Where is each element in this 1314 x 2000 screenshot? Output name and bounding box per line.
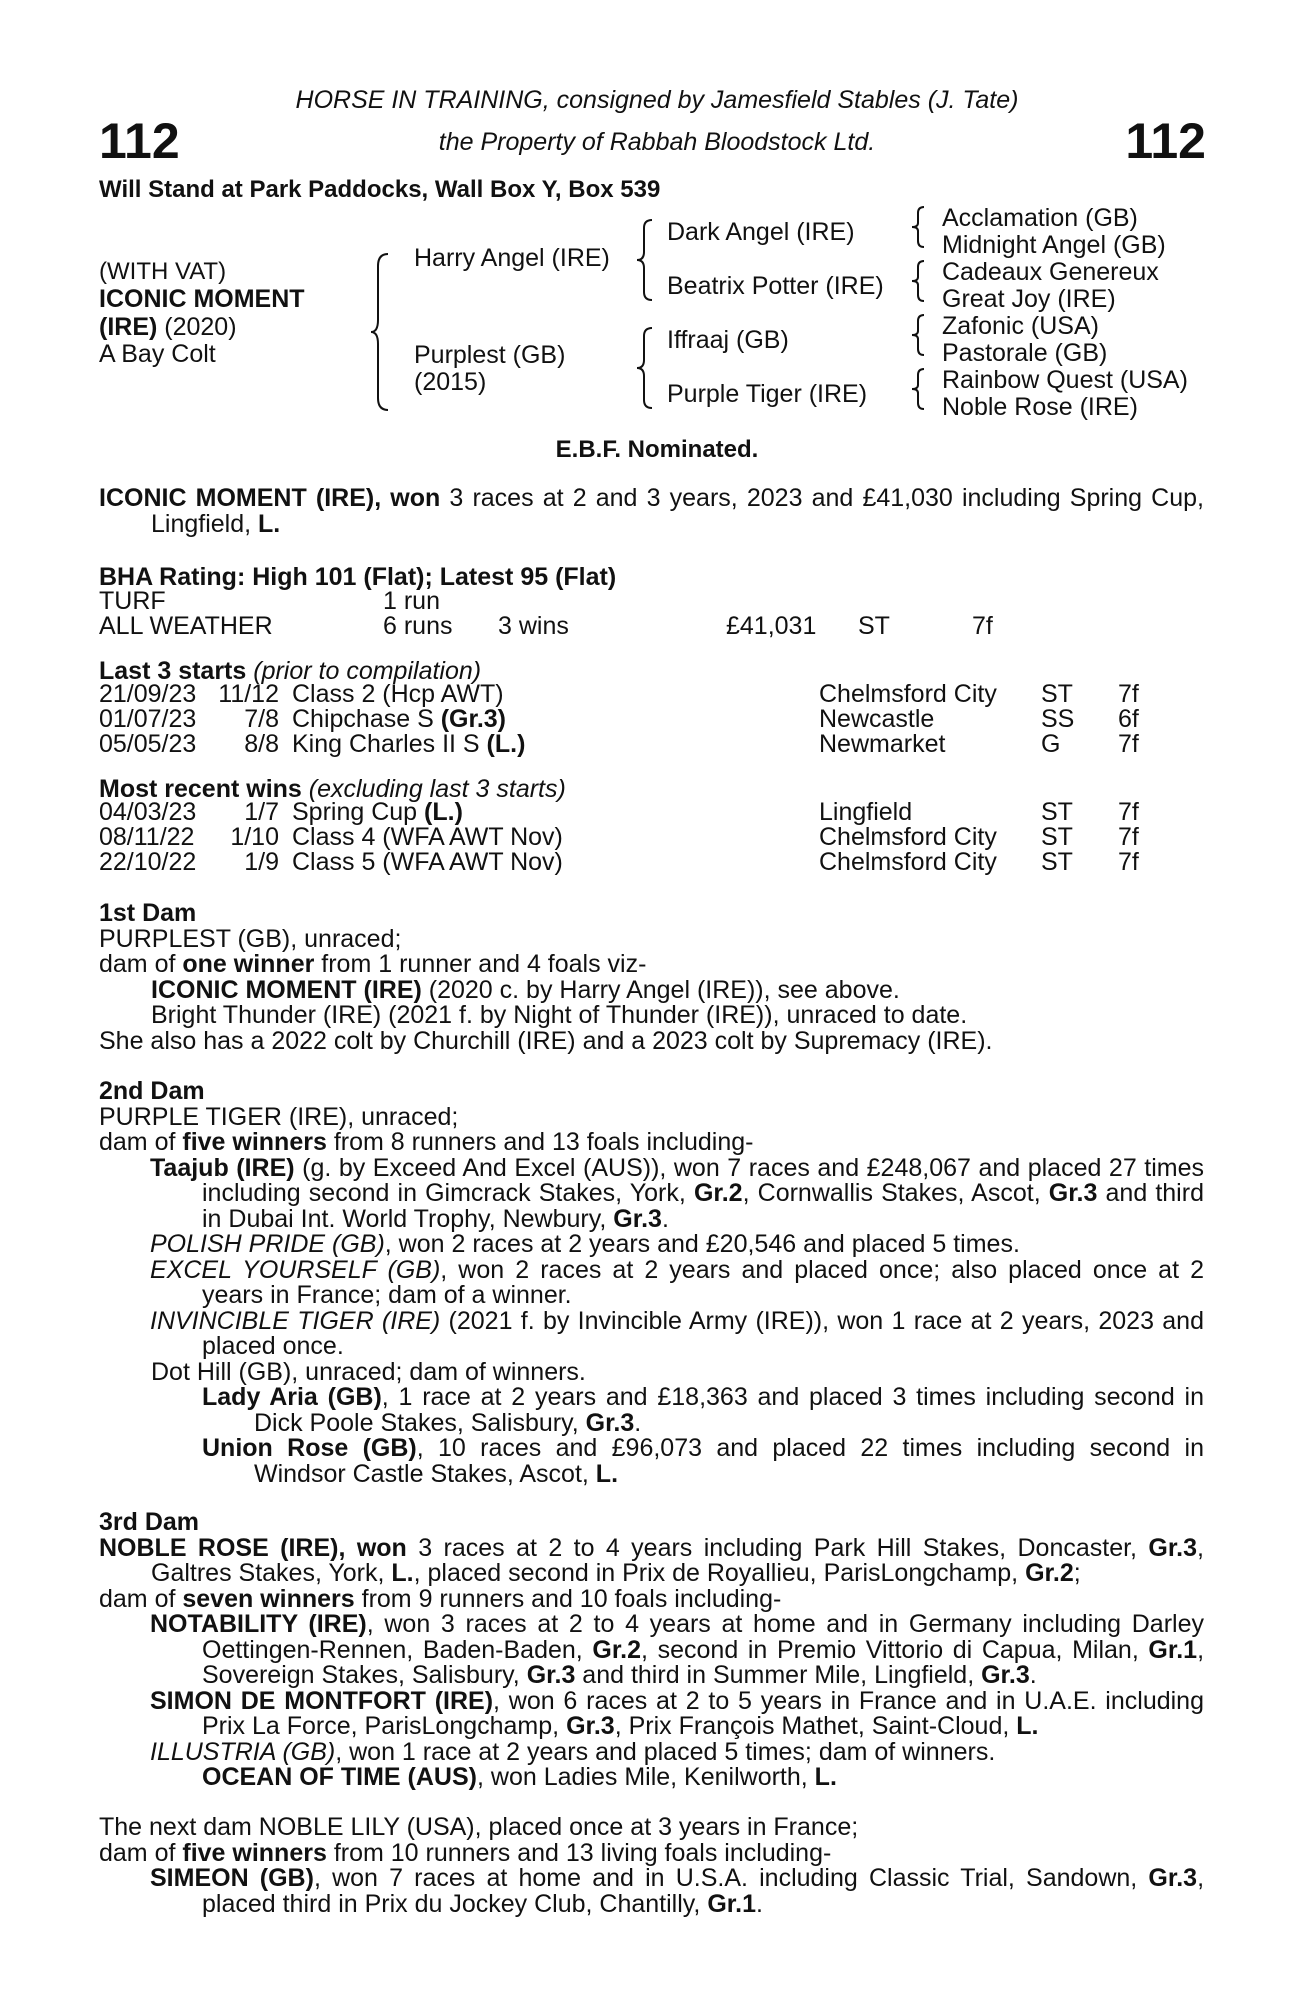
win-course: Chelmsford City [819,823,997,851]
first-dam-section [99,901,1204,1054]
race-summary [99,486,1204,537]
win-going: ST [1041,798,1073,826]
lot-number-right: 112 [1125,113,1206,169]
start-race [292,682,504,707]
start-race [292,732,525,757]
pedigree-dam-sire: Iffraaj (GB) [667,326,789,354]
pedigree-braces-third [910,205,934,425]
foal-name: NOTABILITY (IRE) [150,1610,367,1638]
foal-entry [99,1612,1204,1689]
produce-text: from 8 runners and 13 foals including- [326,1128,754,1156]
dam-name: NOBLE ROSE (IRE) [99,1533,339,1562]
pedigree-dsd: Pastorale (GB) [942,339,1108,367]
foal-name: Union Rose (GB) [202,1434,417,1462]
next-dam-line: The next dam NOBLE LILY (USA), placed once at 3 years in France; [99,1813,859,1841]
pedigree-dss: Zafonic (USA) [942,312,1099,340]
foal-name: ILLUSTRIA (GB) [150,1737,336,1766]
foal-name: Taajub (IRE) [150,1153,295,1182]
pedigree-ddd: Noble Rose (IRE) [942,393,1138,421]
foal-text: , second in Premio Vittorio di Capua, Milan, [641,1635,1149,1664]
summary-grade: L. [258,509,281,538]
win-date: 04/03/23 [99,798,197,826]
rating-runs: 1 run [383,587,440,615]
foal-entry: Dot Hill (GB), unraced; dam of winners. [151,1357,586,1386]
race-grade: L. [595,1459,619,1488]
pedigree-sire: Harry Angel (IRE) [414,244,610,272]
race-name: Spring Cup [292,798,425,826]
start-course: Newcastle [819,705,935,733]
pedigree-ssd: Midnight Angel (GB) [942,231,1166,259]
produce-text: dam of [99,1128,183,1156]
rating-distance: 7f [972,612,993,640]
horse-description: A Bay Colt [99,340,216,368]
first-dam-title: 1st Dam [99,899,197,927]
pedigree-brace-dam [636,326,662,410]
win-race [292,850,563,875]
start-position: 11/12 [218,680,279,708]
win-date: 22/10/22 [99,848,197,876]
rating-wins: 3 wins [498,612,569,640]
race-grade: Gr.1 [707,1889,756,1918]
foal-text: . [1029,1661,1037,1689]
ebf-note: E.B.F. Nominated. [555,436,759,463]
horse-origin-year [99,313,237,342]
race-grade: Gr.3 [1048,1179,1098,1207]
rating-money: £41,031 [726,612,817,640]
produce-winners: one winner [182,950,315,978]
pedigree-sss: Acclamation (GB) [942,204,1138,232]
grand-produce-entry [99,1385,1204,1436]
race-name: King Charles II S [292,730,487,758]
dam-text: , placed second in Prix de Royallieu, ParisLongchamp, [413,1559,1026,1587]
foal-text: . [755,1889,763,1918]
foal-entry [99,1737,1204,1766]
foal-name: EXCEL YOURSELF (GB) [150,1255,441,1284]
foal-text: . [634,1408,642,1437]
rating-runs: 6 runs [383,612,453,640]
race-name: Class 5 (WFA AWT Nov) [292,848,563,876]
start-going: SS [1041,705,1075,733]
win-distance: 7f [1118,823,1139,851]
foal-entry: Bright Thunder (IRE) (2021 f. by Night of Thunder (IRE)), unraced to date. [151,1001,968,1029]
race-grade: Gr.2 [1025,1559,1074,1587]
first-dam-line: PURPLEST (GB), unraced; [99,924,402,953]
foal-name: SIMON DE MONTFORT (IRE) [150,1686,494,1715]
foal-text: , won 2 races at 2 years and placed once; also placed once at 2 years in France; dam of a winner. [202,1255,1204,1309]
foal-name: SIMEON (GB) [150,1864,314,1892]
foal-text: , won 2 races at 2 years and £20,546 and placed 5 times. [384,1230,1020,1258]
pedigree-sdd: Great Joy (IRE) [942,285,1116,313]
consignor-line: HORSE IN TRAINING, consigned by Jamesfield Stables (J. Tate) [295,86,1019,114]
race-name: Class 4 (WFA AWT Nov) [292,823,563,851]
race-grade: (L.) [486,730,526,758]
dam-text: 3 races at 2 to 4 years including Park Hill Stakes, Doncaster, [406,1533,1149,1562]
win-position: 1/10 [230,823,279,851]
dam-won: , won [338,1533,407,1562]
third-dam-line [99,1533,1204,1587]
foal-text: , won 3 races at 2 to 4 years at home and in Germany including Darley Oettingen-Rennen, Baden-Baden, [202,1610,1204,1664]
foal-text: , 1 race at 2 years and £18,363 and placed 3 times including second in Dick Poole Stakes, Salisbury, [254,1383,1204,1437]
race-grade: (L.) [424,798,463,826]
start-distance: 7f [1118,730,1139,758]
last3-title: Last 3 starts [99,657,247,685]
foal-name: OCEAN OF TIME (AUS) [202,1763,477,1791]
race-grade: Gr.3 [566,1712,615,1740]
lot-number-left: 112 [99,113,180,169]
summary-horse-name: ICONIC MOMENT (IRE) [99,484,375,512]
win-going: ST [1041,848,1073,876]
next-dam-section [99,1815,1204,1917]
second-dam-title: 2nd Dam [99,1077,205,1105]
pedigree-sire-dam: Beatrix Potter (IRE) [667,272,884,300]
start-distance: 7f [1118,680,1139,708]
foal-text: , won 7 races at home and in U.S.A. including Classic Trial, Sandown, [313,1864,1149,1892]
dam-text: ; [1073,1559,1081,1587]
foal-entry [99,1232,1204,1258]
win-course: Chelmsford City [819,848,997,876]
dam-text: , Galtres Stakes, York, [151,1533,1204,1587]
foal-entry [99,1866,1204,1917]
pedigree-brace-main [370,252,400,412]
foal-text: (g. by Exceed And Excel (AUS)), won 7 races and £248,067 and placed 27 times including second in Gimcrack Stakes, York, [202,1153,1204,1207]
horse-name: ICONIC MOMENT [99,285,305,313]
foal-text: (2020 c. by Harry Angel (IRE)), see above. [421,975,900,1004]
race-name: Class 2 (Hcp AWT) [292,680,504,708]
property-line: the Property of Rabbah Bloodstock Ltd. [438,128,876,156]
produce-text: dam of [99,1838,183,1867]
foal-text: , Sovereign Stakes, Salisbury, [202,1635,1205,1689]
race-grade: Gr.3 [981,1661,1030,1689]
rating-going: ST [858,612,890,640]
grand-produce-entry [99,1765,1204,1791]
race-grade: Gr.3 [526,1661,576,1689]
pedigree-dam-dam: Purple Tiger (IRE) [667,380,868,408]
first-dam-produce [99,952,1204,978]
start-date: 01/07/23 [99,705,197,733]
produce-winners: five winners [182,1128,327,1156]
race-grade: Gr.3 [1148,1864,1198,1892]
pedigree-dds: Rainbow Quest (USA) [942,366,1188,394]
foal-text: , won 6 races at 2 to 5 years in France and in U.A.E. including Prix La Force, ParisLongchamp, [202,1686,1204,1740]
race-grade: (Gr.3) [440,705,506,733]
race-grade: Gr.3 [613,1204,662,1233]
start-position: 7/8 [244,705,279,733]
foal-name: POLISH PRIDE (GB) [150,1230,385,1258]
win-race [292,800,463,825]
produce-text: from 10 runners and 13 living foals including- [326,1838,832,1867]
second-dam-produce [99,1130,1204,1156]
race-grade: Gr.3 [585,1408,635,1437]
rating-surface: TURF [99,587,166,615]
foal-entry [99,1255,1204,1309]
produce-winners: seven winners [182,1584,355,1613]
race-grade: Gr.2 [693,1179,743,1207]
foal-text: . [661,1204,669,1233]
win-date: 08/11/22 [99,823,195,851]
second-dam-line: PURPLE TIGER (IRE), unraced; [99,1102,459,1131]
produce-text: dam of [99,950,183,978]
foal-entry [99,1686,1204,1740]
horse-origin: (IRE) [99,313,158,341]
win-distance: 7f [1118,848,1139,876]
pedigree-dam: Purplest (GB) [414,341,566,369]
pedigree-sire-sire: Dark Angel (IRE) [667,218,855,246]
foal-text: , Prix François Mathet, Saint-Cloud, [614,1712,1017,1740]
foal-text: and third in Dubai Int. World Trophy, Newbury, [202,1179,1204,1233]
foal-text: , won Ladies Mile, Kenilworth, [477,1763,815,1791]
horse-year: (2020) [157,313,237,341]
foal-name: ICONIC MOMENT (IRE) [151,975,422,1004]
pedigree-sds: Cadeaux Genereux [942,258,1159,286]
race-grade: L. [814,1763,837,1791]
win-position: 1/7 [244,798,279,826]
bha-rating-title: BHA Rating: High 101 (Flat); Latest 95 (Flat) [99,563,617,591]
start-going: ST [1041,680,1073,708]
start-going: G [1041,730,1061,758]
summary-text: 3 races at 2 and 3 years, 2023 and £41,030 including Spring Cup, Lingfield, [151,484,1204,538]
summary-won: , won [374,484,441,512]
recent-title: Most recent wins [99,775,302,803]
stand-location: Will Stand at Park Paddocks, Wall Box Y, Box 539 [99,176,661,203]
race-grade: Gr.2 [592,1635,642,1664]
foal-entry [99,1306,1204,1360]
recent-note: (excluding last 3 starts) [301,775,566,803]
second-dam-section [99,1079,1204,1487]
foal-entry [99,1153,1204,1233]
win-position: 1/9 [244,848,279,876]
foal-name: Lady Aria (GB) [202,1383,382,1411]
race-grade: Gr.1 [1148,1635,1198,1664]
win-distance: 7f [1118,798,1139,826]
pedigree-brace-sire [636,218,662,302]
start-distance: 6f [1118,705,1139,733]
first-dam-note: She also has a 2022 colt by Churchill (IRE) and a 2023 colt by Supremacy (IRE). [99,1026,993,1055]
race-grade: L. [1016,1712,1039,1740]
start-course: Chelmsford City [819,680,997,708]
grand-produce-entry [99,1436,1204,1487]
race-grade: Gr.3 [1148,1533,1198,1562]
produce-text: from 1 runner and 4 foals viz- [314,950,647,978]
produce-winners: five winners [182,1838,327,1867]
start-date: 21/09/23 [99,680,197,708]
pedigree-dam-year: (2015) [414,368,487,396]
foal-text: , 10 races and £96,073 and placed 22 times including second in Windsor Castle Stakes, Ascot, [254,1434,1204,1488]
next-dam-produce [99,1838,1204,1867]
foal-name: INVINCIBLE TIGER (IRE) [150,1306,441,1335]
rating-surface: ALL WEATHER [99,612,273,640]
foal-text: , Cornwallis Stakes, Ascot, [742,1179,1049,1207]
third-dam-produce [99,1584,1204,1613]
foal-text: , won 1 race at 2 years and placed 5 times; dam of winners. [335,1737,996,1766]
start-date: 05/05/23 [99,730,197,758]
race-grade: L. [391,1559,414,1587]
foal-text: and third in Summer Mile, Lingfield, [575,1661,982,1689]
start-position: 8/8 [244,730,279,758]
win-going: ST [1041,823,1073,851]
produce-text: from 9 runners and 10 foals including- [354,1584,782,1613]
vat-note: (WITH VAT) [99,258,227,285]
win-course: Lingfield [819,798,913,826]
start-race [292,707,506,732]
start-course: Newmarket [819,730,946,758]
third-dam-title: 3rd Dam [99,1508,200,1536]
last3-note: (prior to compilation) [246,657,482,685]
win-race [292,825,563,850]
foal-entry [99,975,1204,1004]
produce-text: dam of [99,1584,183,1613]
foal-text: (2021 f. by Invincible Army (IRE)), won 1 race at 2 years, 2023 and placed once. [202,1306,1204,1360]
third-dam-section [99,1510,1204,1791]
race-name: Chipchase S [292,705,441,733]
foal-text: , placed third in Prix du Jockey Club, Chantilly, [202,1864,1205,1918]
